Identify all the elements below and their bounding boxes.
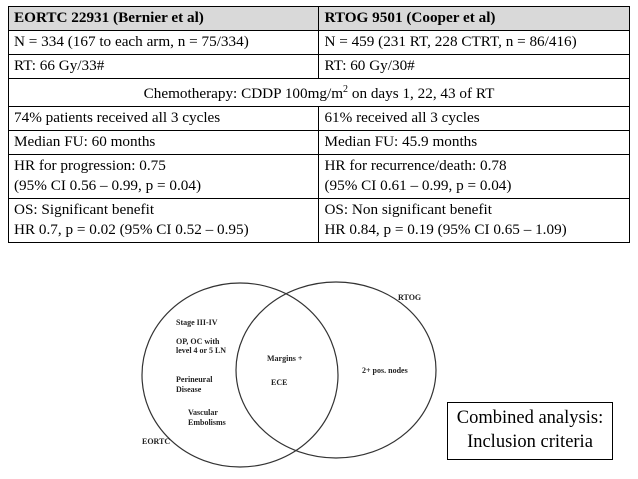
eortc-circle [142, 283, 338, 467]
trial-comparison-table [8, 6, 630, 243]
cell-eortc-hr [9, 155, 319, 199]
cell-rtog-os [319, 199, 630, 243]
table-row [9, 107, 630, 131]
eortc-hr-line1: HR for progression: 0.75 [14, 157, 166, 175]
eortc-label: EORTC [142, 437, 171, 446]
venn-diagram [140, 278, 480, 474]
cell-chemotherapy [9, 79, 630, 107]
vascular-line2: Embolisms [188, 418, 226, 427]
cell-rtog-fu: Median FU: 45.9 months [319, 131, 630, 155]
callout-line2: Inclusion criteria [467, 432, 593, 452]
cell-rtog-n: N = 459 (231 RT, 228 CTRT, n = 86/416) [319, 31, 630, 55]
rtog-os-line1: OS: Non significant benefit [324, 201, 492, 219]
stage-label: Stage III-IV [176, 318, 218, 327]
perineural-line2: Disease [176, 385, 202, 394]
rtog-hr-line2: (95% CI 0.61 – 0.99, p = 0.04) [324, 177, 512, 195]
header-eortc: EORTC 22931 (Bernier et al) [9, 7, 319, 31]
table-row [9, 55, 630, 79]
margins-label: Margins + [267, 354, 303, 363]
vascular-line1: Vascular [188, 408, 218, 417]
cell-eortc-n: N = 334 (167 to each arm, n = 75/334) [9, 31, 319, 55]
table-row [9, 79, 630, 107]
callout-line1: Combined analysis: [456, 408, 604, 428]
cell-eortc-rt: RT: 66 Gy/33# [9, 55, 319, 79]
eortc-os-line1: OS: Significant benefit [14, 201, 155, 219]
chemo-text-after: on days 1, 22, 43 of RT [348, 85, 495, 103]
cell-rtog-rt: RT: 60 Gy/30# [319, 55, 630, 79]
op-oc-line2: level 4 or 5 LN [176, 346, 227, 355]
nodes-label: 2+ pos. nodes [362, 366, 408, 375]
cell-rtog-hr [319, 155, 630, 199]
rtog-label: RTOG [398, 293, 422, 302]
eortc-hr-line2: (95% CI 0.56 – 0.99, p = 0.04) [14, 177, 202, 195]
cell-rtog-cycles: 61% received all 3 cycles [319, 107, 630, 131]
rtog-hr-line1: HR for recurrence/death: 0.78 [324, 157, 507, 175]
eortc-os-line2: HR 0.7, p = 0.02 (95% CI 0.52 – 0.95) [14, 221, 249, 239]
op-oc-line1: OP, OC with [176, 337, 220, 346]
ece-label: ECE [271, 378, 288, 387]
table-header-row [9, 7, 630, 31]
combined-analysis-callout [447, 402, 613, 460]
table-row [9, 131, 630, 155]
table-row [9, 199, 630, 243]
chemo-text-before: Chemotherapy: CDDP 100mg/m [143, 85, 344, 103]
header-rtog: RTOG 9501 (Cooper et al) [319, 7, 630, 31]
table-row [9, 155, 630, 199]
cell-eortc-fu: Median FU: 60 months [9, 131, 319, 155]
cell-eortc-cycles: 74% patients received all 3 cycles [9, 107, 319, 131]
table-row [9, 31, 630, 55]
chemo-superscript: 2 [343, 84, 349, 95]
cell-eortc-os [9, 199, 319, 243]
perineural-line1: Perineural [176, 375, 213, 384]
rtog-os-line2: HR 0.84, p = 0.19 (95% CI 0.65 – 1.09) [324, 221, 567, 239]
